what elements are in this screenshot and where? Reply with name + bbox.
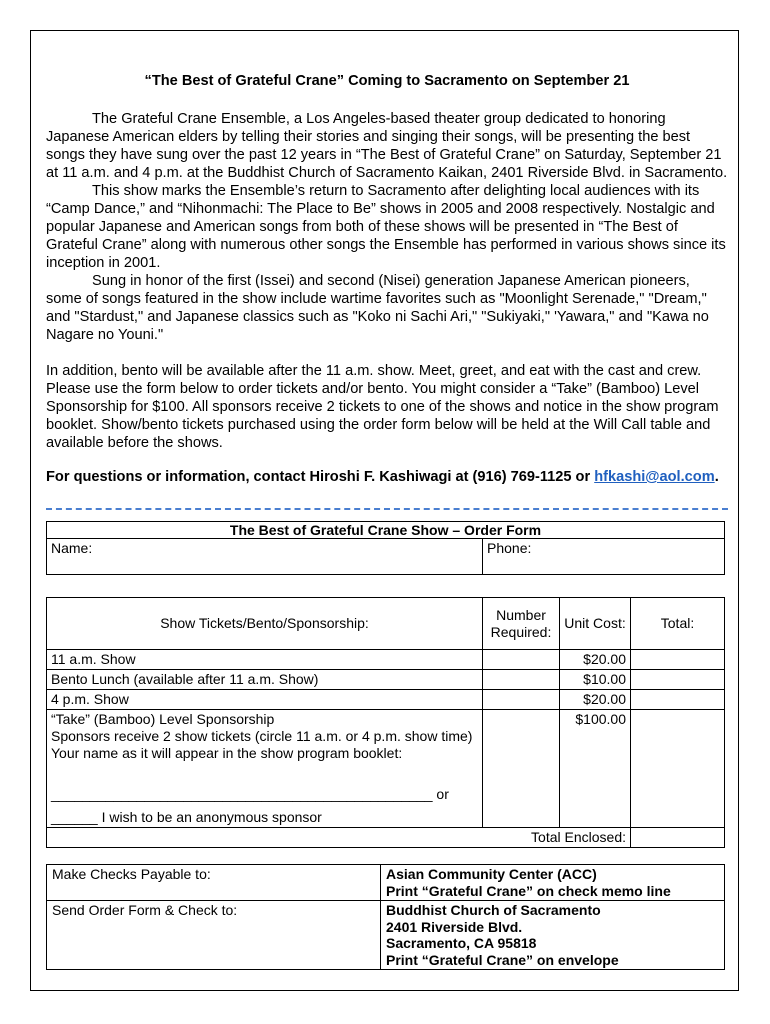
sponsorship-cell (47, 710, 483, 828)
send-line: 2401 Riverside Blvd. (386, 918, 523, 935)
checks-info (381, 865, 725, 901)
send-line: Print “Grateful Crane” on envelope (386, 951, 619, 968)
phone-label: Phone: (487, 540, 532, 556)
header-unit-cost: Unit Cost: (560, 598, 631, 650)
table-row (47, 710, 725, 828)
contact-text: For questions or information, contact Hiroshi F. Kashiwagi at (916) 769-1125 or (46, 469, 595, 485)
email-link[interactable]: hfkashi@aol.com (594, 469, 715, 485)
sponsor-name-prompt: Your name as it will appear in the show program booklet: (51, 745, 403, 761)
row-item: “Take” (Bamboo) Level Sponsorship (51, 711, 275, 727)
sponsor-name-line[interactable]: _________________________________________________ or (51, 786, 449, 802)
table-row (47, 690, 725, 710)
send-label: Send Order Form & Check to: (47, 901, 381, 970)
row-number-field[interactable] (483, 710, 560, 828)
row-number-field[interactable] (483, 650, 560, 670)
paragraph-bento: In addition, bento will be available after the 11 a.m. show. Meet, greet, and eat with the cast and crew. Please use the form below to order tickets and/or bento. You might consider a “Take” (Bamboo) Level Sponsorship for $100. All sponsors receive 2 tickets to one of the shows and notice in the show program booklet. Show/bento tickets purchased using the order form below will be held at the Will Call table and available before the shows. (46, 363, 719, 451)
send-address (381, 901, 725, 970)
send-line: Buddhist Church of Sacramento (386, 902, 601, 918)
row-item: Bento Lunch (available after 11 a.m. Show) (47, 670, 483, 690)
name-field[interactable] (47, 539, 483, 575)
row-cost: $20.00 (560, 650, 631, 670)
payment-info-table (46, 864, 725, 970)
cut-line-divider (46, 508, 728, 510)
row-number-field[interactable] (483, 690, 560, 710)
row-total-field[interactable] (631, 710, 725, 828)
document-title: “The Best of Grateful Crane” Coming to Sacramento on September 21 (144, 73, 630, 89)
order-form-header-table (46, 521, 725, 575)
row-cost: $100.00 (560, 710, 631, 828)
row-item: 11 a.m. Show (47, 650, 483, 670)
paragraph-songs: Sung in honor of the first (Issei) and second (Nisei) generation Japanese American pioneers, some of songs featured in the show include wartime favorites such as "Moonlight Serenade," "Dream," and "Stardust," and Japanese classics such as "Koko ni Sachi Ari," "Sukiyaki," 'Yawara," and "Kawa no Nagare no Youni." (46, 273, 709, 343)
table-row (47, 650, 725, 670)
row-cost: $20.00 (560, 690, 631, 710)
checks-label: Make Checks Payable to: (47, 865, 381, 901)
row-total-field[interactable] (631, 670, 725, 690)
paragraph-return: This show marks the Ensemble’s return to Sacramento after delighting local audiences with its “Camp Dance,” and “Nihonmachi: The Place to Be” shows in 2005 and 2008 respectively. Nostalgic and popular Japanese and American songs from both of these shows will be presented in “The Best of Grateful Crane” along with numerous other songs the Ensemble has performed in various shows since its inception in 2001. (46, 183, 726, 271)
document-body (46, 72, 728, 486)
row-total-field[interactable] (631, 690, 725, 710)
header-number: Number Required: (483, 598, 560, 650)
send-line: Sacramento, CA 95818 (386, 935, 537, 951)
anonymous-sponsor-line[interactable]: ______ I wish to be an anonymous sponsor (51, 809, 322, 825)
header-item: Show Tickets/Bento/Sponsorship: (47, 598, 483, 650)
phone-field[interactable] (483, 539, 725, 575)
total-enclosed-field[interactable] (631, 828, 725, 848)
total-enclosed-label: Total Enclosed: (47, 828, 631, 848)
sponsor-note: Sponsors receive 2 show tickets (circle 11 a.m. or 4 p.m. show time) (51, 728, 473, 744)
row-cost: $10.00 (560, 670, 631, 690)
contact-end: . (714, 469, 719, 485)
table-row (47, 670, 725, 690)
name-label: Name: (51, 540, 93, 556)
checks-memo: Print “Grateful Crane” on check memo line (386, 882, 671, 899)
row-item: 4 p.m. Show (47, 690, 483, 710)
header-total: Total: (631, 598, 725, 650)
checks-payee: Asian Community Center (ACC) (386, 866, 597, 882)
contact-line (46, 468, 728, 486)
row-number-field[interactable] (483, 670, 560, 690)
order-table (46, 597, 725, 848)
row-total-field[interactable] (631, 650, 725, 670)
paragraph-intro: The Grateful Crane Ensemble, a Los Angeles-based theater group dedicated to honoring Japanese American elders by telling their stories and singing their songs, will be presenting the best songs they have sung over the past 12 years in “The Best of Grateful Crane” on Saturday, September 21 at 11 a.m. and 4 p.m. at the Buddhist Church of Sacramento Kaikan, 2401 Riverside Blvd. in Sacramento. (46, 111, 728, 181)
order-form-title: The Best of Grateful Crane Show – Order Form (47, 522, 725, 539)
